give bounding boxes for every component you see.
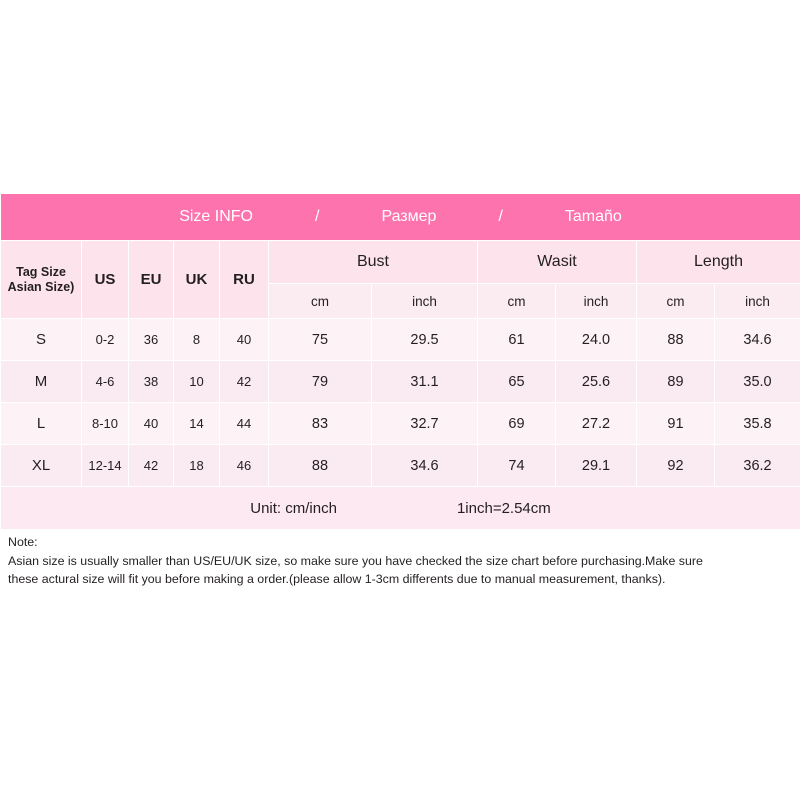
row-uk: 18	[174, 445, 220, 487]
header-eu: EU	[129, 241, 174, 319]
note-line-2: these actural size will fit you before making a order.(please allow 1-3cm differents due to manual measurement, thanks).	[8, 572, 666, 586]
row-bust-cm: 79	[269, 361, 372, 403]
row-us: 8-10	[82, 403, 129, 445]
row-length-cm: 89	[637, 361, 715, 403]
table-row	[1, 319, 800, 361]
row-bust-inch: 31.1	[372, 361, 478, 403]
header-group-length: Length	[637, 241, 800, 284]
table-footer-row	[1, 487, 800, 530]
group-header-row	[1, 241, 800, 284]
banner-label-ru: Размер	[381, 208, 437, 225]
row-length-cm: 88	[637, 319, 715, 361]
row-waist-cm: 74	[478, 445, 556, 487]
unit-waist-inch: inch	[556, 284, 637, 319]
row-ru: 40	[220, 319, 269, 361]
row-eu: 40	[129, 403, 174, 445]
row-uk: 10	[174, 361, 220, 403]
row-length-cm: 92	[637, 445, 715, 487]
row-ru: 42	[220, 361, 269, 403]
row-waist-inch: 24.0	[556, 319, 637, 361]
unit-length-inch: inch	[715, 284, 800, 319]
row-eu: 38	[129, 361, 174, 403]
unit-bust-inch: inch	[372, 284, 478, 319]
row-waist-cm: 65	[478, 361, 556, 403]
row-waist-inch: 27.2	[556, 403, 637, 445]
header-group-bust: Bust	[269, 241, 478, 284]
row-bust-inch: 32.7	[372, 403, 478, 445]
row-eu: 36	[129, 319, 174, 361]
note-line-1: Asian size is usually smaller than US/EU/UK size, so make sure you have checked the size chart before purchasing.Make sure	[8, 553, 703, 568]
header-uk: UK	[174, 241, 220, 319]
unit-waist-cm: cm	[478, 284, 556, 319]
row-uk: 14	[174, 403, 220, 445]
size-chart-table-wrapper	[0, 193, 800, 530]
table-row	[1, 445, 800, 487]
row-us: 0-2	[82, 319, 129, 361]
row-length-inch: 35.8	[715, 403, 800, 445]
table-row	[1, 403, 800, 445]
table-footer-cell	[1, 487, 800, 530]
size-chart-table	[0, 193, 800, 530]
row-waist-inch: 25.6	[556, 361, 637, 403]
row-waist-cm: 69	[478, 403, 556, 445]
banner-cell	[1, 194, 800, 241]
row-us: 12-14	[82, 445, 129, 487]
row-tag-size: L	[1, 403, 82, 445]
row-length-inch: 34.6	[715, 319, 800, 361]
row-bust-inch: 29.5	[372, 319, 478, 361]
header-tag-size	[1, 241, 82, 319]
row-tag-size: XL	[1, 445, 82, 487]
banner-separator-2: /	[498, 208, 503, 225]
table-row	[1, 361, 800, 403]
row-tag-size: M	[1, 361, 82, 403]
banner-label-en: Size INFO	[179, 208, 253, 225]
header-tag-size-line2: Asian Size)	[7, 279, 75, 294]
row-ru: 46	[220, 445, 269, 487]
row-waist-inch: 29.1	[556, 445, 637, 487]
row-tag-size: S	[1, 319, 82, 361]
banner-label-es: Tamaño	[564, 208, 622, 225]
row-bust-inch: 34.6	[372, 445, 478, 487]
row-bust-cm: 83	[269, 403, 372, 445]
banner-row	[1, 194, 800, 241]
header-tag-size-line1: Tag Size	[16, 264, 66, 279]
note-block	[8, 533, 792, 589]
unit-length-cm: cm	[637, 284, 715, 319]
banner-separator-1: /	[314, 208, 320, 225]
unit-bust-cm: cm	[269, 284, 372, 319]
header-us: US	[82, 241, 129, 319]
row-us: 4-6	[82, 361, 129, 403]
row-bust-cm: 75	[269, 319, 372, 361]
row-uk: 8	[174, 319, 220, 361]
note-title: Note:	[8, 535, 38, 549]
header-ru: RU	[220, 241, 269, 319]
row-bust-cm: 88	[269, 445, 372, 487]
row-length-cm: 91	[637, 403, 715, 445]
row-waist-cm: 61	[478, 319, 556, 361]
row-eu: 42	[129, 445, 174, 487]
row-length-inch: 36.2	[715, 445, 800, 487]
footer-conversion-label: 1inch=2.54cm	[456, 499, 551, 517]
header-group-waist: Wasit	[478, 241, 637, 284]
footer-unit-label: Unit: cm/inch	[250, 499, 337, 517]
row-ru: 44	[220, 403, 269, 445]
row-length-inch: 35.0	[715, 361, 800, 403]
